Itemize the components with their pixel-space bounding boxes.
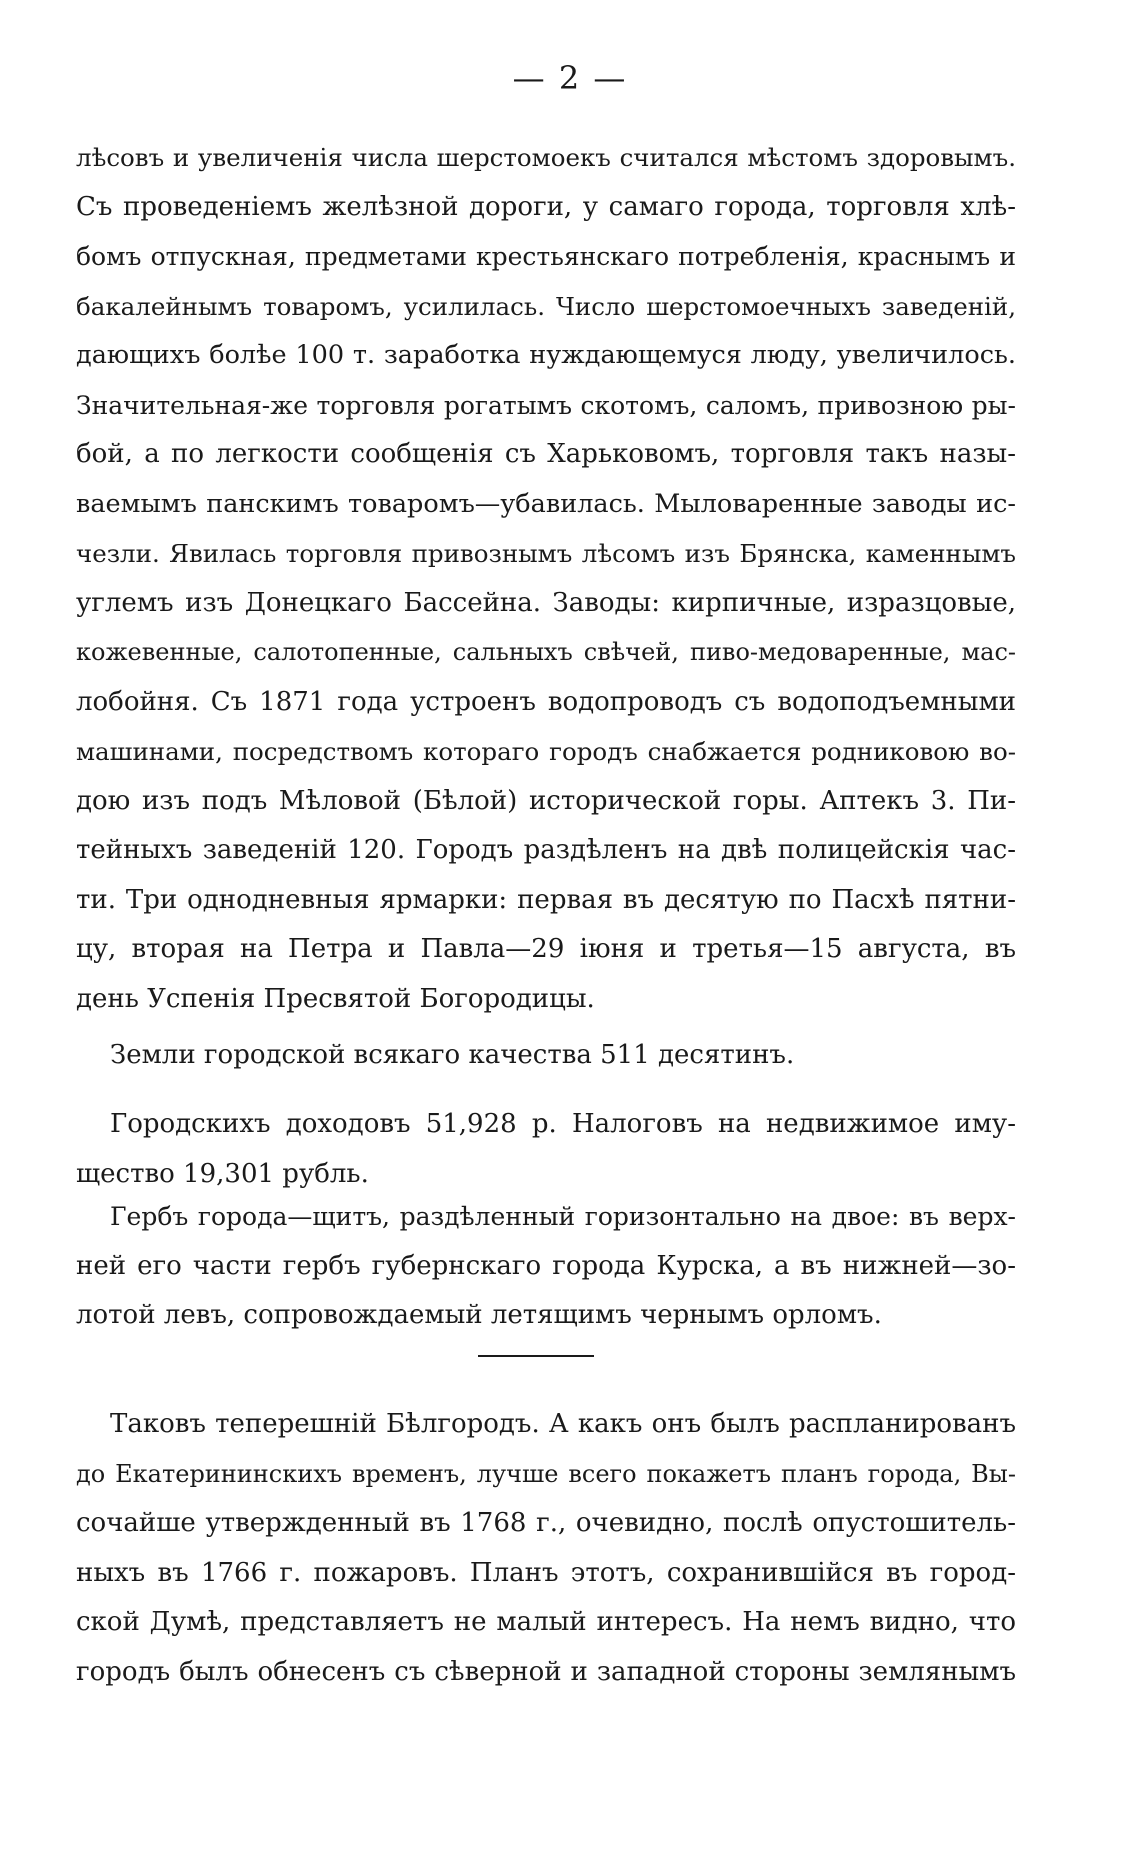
paragraph-town-land (76, 1031, 1016, 1081)
text-line: щество 19,301 рубль. (76, 1158, 369, 1189)
text-line: Гербъ города—щитъ, раздѣленный горизонтально на двое: въ верх- (110, 1202, 1016, 1231)
text-line: день Успенія Пресвятой Богородицы. (76, 983, 595, 1014)
text-line: бой, а по легкости сообщенія съ Харьковомъ, торговля такъ назы- (76, 439, 1016, 469)
text-line: кожевенные, салотопенные, сальныхъ свѣчей, пиво-медоваренные, мас- (76, 638, 1016, 666)
paragraph-town-income (76, 1100, 1016, 1199)
text-line: сочайше утвержденный въ 1768 г., очевидно, послѣ опустошитель- (76, 1508, 1016, 1538)
text-line: Земли городской всякаго качества 511 десятинъ. (110, 1040, 795, 1070)
text-line: Съ проведеніемъ желѣзной дороги, у самаго города, торговля хлѣ- (76, 191, 1016, 222)
paragraph-town-description (76, 133, 1016, 1024)
text-line: ской Думѣ, представляетъ не малый интересъ. На немъ видно, что (76, 1607, 1016, 1637)
text-line: дающихъ болѣе 100 т. заработка нуждающемуся люду, увеличилось. (76, 340, 1016, 370)
text-line: ваемымъ панскимъ товаромъ—убавилась. Мыловаренные заводы ис- (76, 488, 1016, 519)
text-line: Таковъ теперешній Бѣлгородъ. А какъ онъ былъ распланированъ (110, 1409, 1016, 1439)
text-line: бомъ отпускная, предметами крестьянскаго потребленія, краснымъ и (76, 242, 1016, 271)
paragraph-coat-of-arms (76, 1192, 1016, 1341)
text-line: тейныхъ заведеній 120. Городъ раздѣленъ на двѣ полицейскія час- (76, 835, 1016, 865)
text-line: лотой левъ, сопровождаемый летящимъ чернымъ орломъ. (76, 1300, 882, 1330)
text-line: лѣсовъ и увеличенія числа шерстомоекъ считался мѣстомъ здоровымъ. (76, 143, 1016, 172)
text-line: машинами, посредствомъ котораго городъ снабжается родниковою во- (76, 737, 1016, 766)
text-line: Городскихъ доходовъ 51,928 р. Налоговъ на недвижимое иму- (110, 1109, 1016, 1139)
text-line: бакалейнымъ товаромъ, усилилась. Число шерстомоечныхъ заведеній, (76, 291, 1016, 321)
text-line: углемъ изъ Донецкаго Бассейна. Заводы: кирпичные, изразцовые, (76, 587, 1016, 618)
page-number: — 2 — (512, 59, 628, 97)
text-line: Значительная-же торговля рогатымъ скотомъ, саломъ, привозною ры- (76, 390, 1016, 420)
text-line: цу, вторая на Петра и Павла—29 іюня и третья—15 августа, въ (76, 934, 1016, 964)
section-divider (478, 1355, 594, 1357)
text-line: ней его части гербъ губернскаго города Курска, а въ нижней—зо- (76, 1250, 1016, 1281)
paragraph-town-plan (76, 1400, 1016, 1697)
text-line: ныхъ въ 1766 г. пожаровъ. Планъ этотъ, сохранившійся въ город- (76, 1557, 1016, 1588)
text-line: чезли. Явилась торговля привознымъ лѣсомъ изъ Брянска, каменнымъ (76, 539, 1016, 568)
text-line: лобойня. Съ 1871 года устроенъ водопроводъ съ водоподъемными (76, 686, 1016, 717)
text-line: ти. Три однодневныя ярмарки: первая въ десятую по Пасхѣ пятни- (76, 884, 1016, 915)
text-line: городъ былъ обнесенъ съ сѣверной и западной стороны землянымъ (76, 1656, 1016, 1687)
text-line: дою изъ подъ Мѣловой (Бѣлой) исторической горы. Аптекъ 3. Пи- (76, 785, 1016, 816)
text-line: до Екатерининскихъ временъ, лучше всего покажетъ планъ города, Вы- (76, 1459, 1016, 1488)
